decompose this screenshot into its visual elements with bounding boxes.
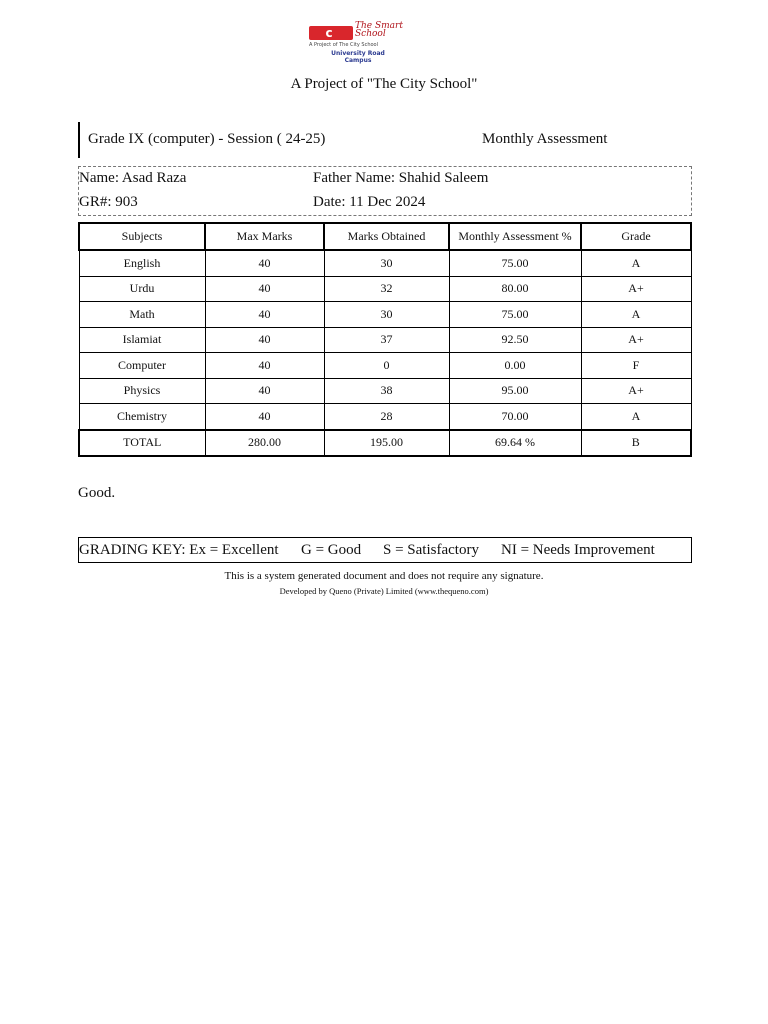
obtained-cell: 38 (324, 378, 449, 404)
subject-cell: Chemistry (79, 404, 205, 430)
percentage-cell: 80.00 (449, 276, 581, 302)
max-marks-cell: 40 (205, 378, 324, 404)
total-max-marks: 280.00 (205, 430, 324, 457)
student-name: Name: Asad Raza (79, 170, 187, 186)
father-name: Father Name: Shahid Saleem (313, 170, 489, 186)
report-date: Date: 11 Dec 2024 (313, 194, 426, 210)
teacher-remark: Good. (78, 485, 116, 501)
total-percentage: 69.64 % (449, 430, 581, 457)
session-bar (78, 122, 690, 158)
subject-cell: Islamiat (79, 327, 205, 353)
percentage-cell: 0.00 (449, 353, 581, 379)
subject-cell: Computer (79, 353, 205, 379)
header-subjects: Subjects (79, 223, 205, 250)
subject-cell: Urdu (79, 276, 205, 302)
logo-campus (313, 50, 403, 64)
percentage-cell: 92.50 (449, 327, 581, 353)
table-header-row (79, 223, 691, 250)
school-logo (305, 18, 405, 70)
grade-cell: A (581, 302, 691, 328)
grading-key-good: G = Good (301, 542, 362, 558)
total-label: TOTAL (79, 430, 205, 457)
system-note: This is a system generated document and does not require any signature. (224, 570, 544, 582)
gr-number: GR#: 903 (79, 194, 138, 210)
table-row (79, 250, 691, 276)
project-title: A Project of "The City School" (290, 76, 478, 92)
table-row (79, 404, 691, 430)
header-max-marks: Max Marks (205, 223, 324, 250)
table-row (79, 276, 691, 302)
grading-key-satisfactory: S = Satisfactory (383, 542, 479, 558)
subject-cell: Physics (79, 378, 205, 404)
percentage-cell: 70.00 (449, 404, 581, 430)
logo-c-icon: c (325, 26, 333, 40)
assessment-label: Monthly Assessment (482, 131, 608, 147)
obtained-cell: 0 (324, 353, 449, 379)
logo-brand: The Smart School (355, 21, 403, 39)
max-marks-cell: 40 (205, 353, 324, 379)
table-row (79, 327, 691, 353)
session-label: Grade IX (computer) - Session ( 24-25) (88, 131, 326, 147)
total-obtained: 195.00 (324, 430, 449, 457)
developer-credit: Developed by Queno (Private) Limited (www.thequeno.com) (279, 586, 489, 596)
logo-campus-line1: University Road (331, 50, 385, 57)
subject-cell: English (79, 250, 205, 276)
header-grade: Grade (581, 223, 691, 250)
header-monthly-assessment: Monthly Assessment % (449, 223, 581, 250)
obtained-cell: 30 (324, 250, 449, 276)
grade-cell: A+ (581, 276, 691, 302)
logo-campus-line2: Campus (344, 57, 372, 64)
max-marks-cell: 40 (205, 250, 324, 276)
student-info (78, 166, 692, 216)
grade-cell: F (581, 353, 691, 379)
grading-key-needs-improvement: NI = Needs Improvement (501, 542, 655, 558)
max-marks-cell: 40 (205, 302, 324, 328)
grade-cell: A (581, 404, 691, 430)
grade-cell: A (581, 250, 691, 276)
total-grade: B (581, 430, 691, 457)
percentage-cell: 75.00 (449, 302, 581, 328)
logo-tagline: A Project of The City School (309, 42, 378, 48)
total-row (79, 430, 691, 457)
table-row (79, 378, 691, 404)
header-marks-obtained: Marks Obtained (324, 223, 449, 250)
marks-table (78, 222, 692, 457)
table-row (79, 353, 691, 379)
obtained-cell: 28 (324, 404, 449, 430)
percentage-cell: 95.00 (449, 378, 581, 404)
obtained-cell: 30 (324, 302, 449, 328)
subject-cell: Math (79, 302, 205, 328)
obtained-cell: 32 (324, 276, 449, 302)
grade-cell: A+ (581, 378, 691, 404)
table-row (79, 302, 691, 328)
max-marks-cell: 40 (205, 404, 324, 430)
grading-key-excellent: GRADING KEY: Ex = Excellent (79, 542, 279, 558)
max-marks-cell: 40 (205, 327, 324, 353)
obtained-cell: 37 (324, 327, 449, 353)
grade-cell: A+ (581, 327, 691, 353)
max-marks-cell: 40 (205, 276, 324, 302)
percentage-cell: 75.00 (449, 250, 581, 276)
grading-key (78, 537, 692, 563)
